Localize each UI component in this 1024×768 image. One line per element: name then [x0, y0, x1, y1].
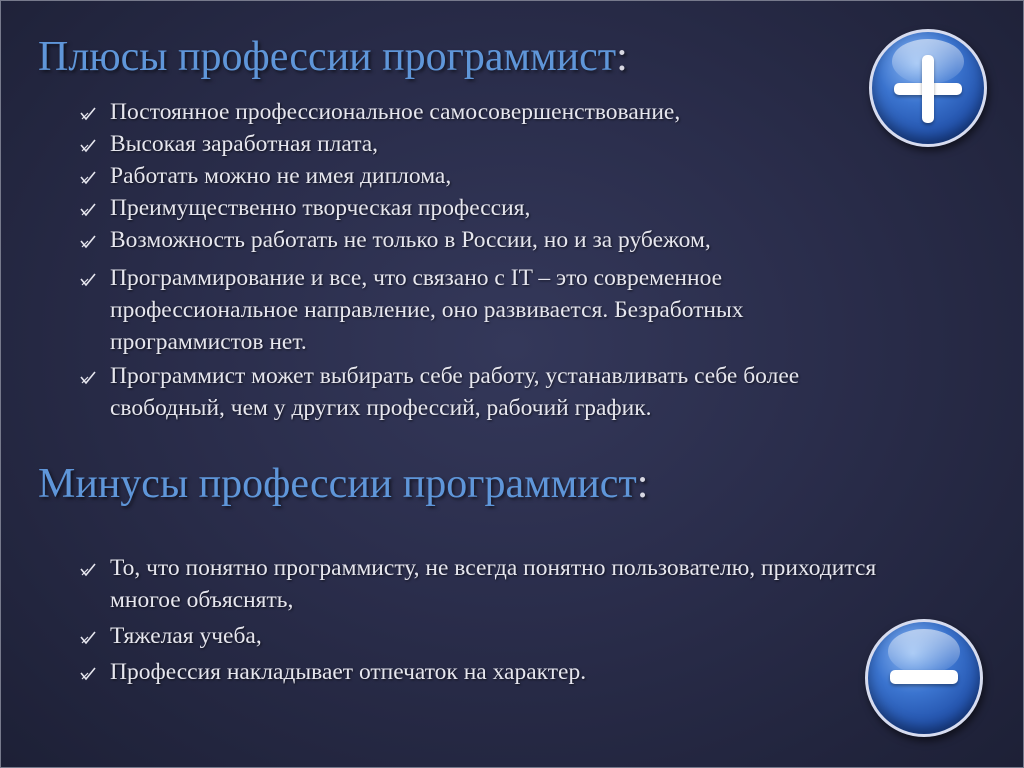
pros-item-text: Программист может выбирать себе работу, устанавливать себе более свободный, чем у других профессий, рабочий график. [110, 363, 800, 421]
cons-title-colon: : [636, 461, 649, 507]
check-icon [80, 203, 96, 217]
pros-item-text: Работать можно не имея диплома, [110, 163, 452, 189]
list-item [78, 96, 888, 128]
list-item [78, 620, 888, 652]
plus-button [869, 29, 987, 147]
check-icon [80, 563, 96, 577]
pros-title [38, 36, 628, 78]
cons-item-text: Профессия накладывает отпечаток на характер. [110, 659, 587, 685]
pros-title-colon: : [616, 34, 628, 80]
plus-icon-vertical-bar [922, 55, 934, 123]
minus-button [865, 619, 983, 737]
pros-item-text: Программирование и все, что связано с IT – это современное профессиональное направление, оно развивается. Безработных программистов нет. [110, 265, 744, 355]
pros-item-text: Высокая заработная плата, [110, 131, 379, 157]
list-item [78, 128, 888, 160]
check-icon [80, 139, 96, 153]
cons-item-text: То, что понятно программисту, не всегда понятно пользователю, приходится многое объяснять, [110, 555, 877, 613]
check-icon [80, 667, 96, 681]
cons-item-text: Тяжелая учеба, [110, 623, 262, 649]
check-icon [80, 631, 96, 645]
check-icon [80, 171, 96, 185]
pros-title-text: Плюсы профессии программист [38, 34, 617, 80]
cons-list [78, 552, 888, 688]
check-icon [80, 371, 96, 385]
cons-title [38, 463, 648, 505]
list-item [78, 224, 888, 256]
list-item [78, 656, 888, 688]
list-item [78, 552, 888, 616]
list-item [78, 192, 888, 224]
list-item [78, 160, 888, 192]
pros-item-text: Постоянное профессиональное самосовершенствование, [110, 99, 681, 125]
check-icon [80, 235, 96, 249]
minus-icon-bar [890, 670, 958, 684]
check-icon [80, 107, 96, 121]
check-icon [80, 273, 96, 287]
pros-item-text: Возможность работать не только в России, но и за рубежом, [110, 227, 711, 253]
cons-title-text: Минусы профессии программист [38, 461, 637, 507]
list-item [78, 262, 888, 358]
pros-list [78, 96, 888, 424]
pros-item-text: Преимущественно творческая профессия, [110, 195, 531, 221]
list-item [78, 360, 888, 424]
